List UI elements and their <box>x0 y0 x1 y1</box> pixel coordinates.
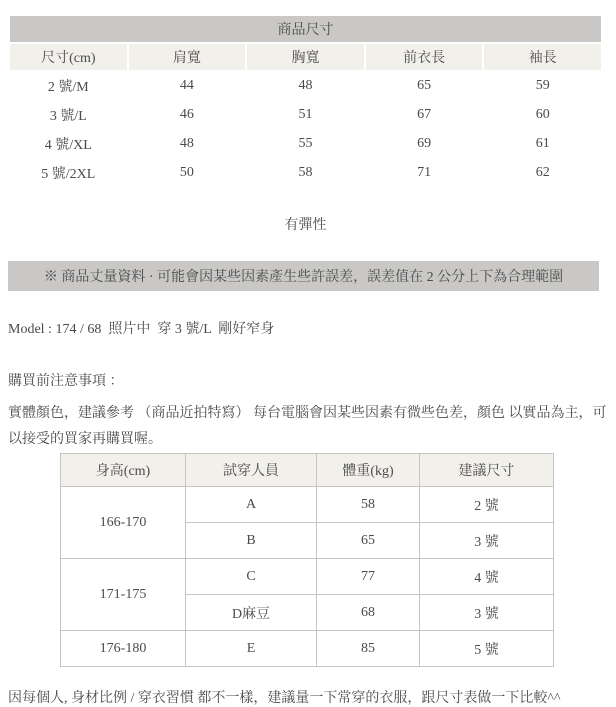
weight-cell: 85 <box>317 631 420 667</box>
size-table-title: 商品尺寸 <box>10 16 601 42</box>
size-table-body <box>10 72 601 186</box>
size-table-row <box>10 101 601 128</box>
tester-cell: D麻豆 <box>186 595 317 631</box>
size-value-cell: 48 <box>179 135 194 151</box>
size-table-row <box>10 130 601 157</box>
size-value-cell: 46 <box>179 106 194 122</box>
fit-col-header-recommended: 建議尺寸 <box>420 454 554 487</box>
size-label-cell: 2 號/M <box>47 79 89 95</box>
product-size-table <box>8 14 603 188</box>
tester-cell: B <box>186 523 317 559</box>
tester-cell: A <box>186 487 317 523</box>
measurement-disclaimer: ※ 商品丈量資料 · 可能會因某些因素產生些許誤差，誤差值在 2 公分上下為合理範圍 <box>8 261 599 291</box>
recommended-size-cell: 5 號 <box>420 631 554 667</box>
size-label-cell: 4 號/XL <box>44 137 92 153</box>
weight-cell: 68 <box>317 595 420 631</box>
size-value-cell: 48 <box>298 77 313 93</box>
size-value-cell: 55 <box>298 135 313 151</box>
size-col-header-sleeve: 袖長 <box>484 44 601 70</box>
tester-cell: C <box>186 559 317 595</box>
size-value-cell: 62 <box>535 164 550 180</box>
fit-table-row <box>61 631 554 667</box>
fit-table-row <box>61 487 554 523</box>
size-value-cell: 58 <box>298 164 313 180</box>
purchase-notes-title: 購買前注意事項 ： <box>8 374 124 389</box>
size-value-cell: 65 <box>417 77 432 93</box>
size-value-cell: 50 <box>179 164 194 180</box>
size-value-cell: 69 <box>417 135 432 151</box>
weight-cell: 58 <box>317 487 420 523</box>
fit-col-header-tester: 試穿人員 <box>186 454 317 487</box>
size-table-row <box>10 72 601 99</box>
recommended-size-cell: 4 號 <box>420 559 554 595</box>
size-label-cell: 3 號/L <box>49 108 87 124</box>
recommended-size-cell: 3 號 <box>420 523 554 559</box>
size-value-cell: 67 <box>417 106 432 122</box>
recommended-size-cell: 3 號 <box>420 595 554 631</box>
recommended-size-cell: 2 號 <box>420 487 554 523</box>
height-range-cell: 176-180 <box>61 631 186 667</box>
size-label-cell: 5 號/2XL <box>41 166 96 182</box>
comparison-tip: 因每個人, 身材比例 / 穿衣習慣 都不一樣，建議量一下常穿的衣服，跟尺寸表做一下比較^^ <box>8 691 561 706</box>
elasticity-note: 有彈性 <box>284 218 327 233</box>
weight-cell: 77 <box>317 559 420 595</box>
size-table-header-row <box>10 44 601 70</box>
height-range-cell: 171-175 <box>61 559 186 631</box>
size-col-header-size: 尺寸(cm) <box>10 44 127 70</box>
size-value-cell: 51 <box>298 106 313 122</box>
purchase-notes-body: 實體顏色，建議參考 （商品近拍特寫） 每台電腦會因某些因素有微些色差，顏色 以實品為主，可以接受的買家再購買喔。 <box>8 406 607 447</box>
fit-table-row <box>61 559 554 595</box>
size-col-header-shoulder: 肩寬 <box>129 44 246 70</box>
fit-table <box>60 453 554 667</box>
size-col-header-front-length: 前衣長 <box>366 44 483 70</box>
size-value-cell: 61 <box>535 135 550 151</box>
size-table-title-row <box>10 16 601 42</box>
size-col-header-chest: 胸寬 <box>247 44 364 70</box>
fit-col-header-height: 身高(cm) <box>61 454 186 487</box>
height-range-cell: 166-170 <box>61 487 186 559</box>
fit-table-header-row <box>61 454 554 487</box>
size-value-cell: 44 <box>179 77 194 93</box>
size-value-cell: 59 <box>535 77 550 93</box>
model-info: Model : 174 / 68 照片中 穿 3 號/L 剛好窄身 <box>8 322 275 337</box>
size-value-cell: 71 <box>417 164 432 180</box>
fit-col-header-weight: 體重(kg) <box>317 454 420 487</box>
size-table-row <box>10 159 601 186</box>
fit-table-body <box>61 487 554 667</box>
size-value-cell: 60 <box>535 106 550 122</box>
tester-cell: E <box>186 631 317 667</box>
weight-cell: 65 <box>317 523 420 559</box>
